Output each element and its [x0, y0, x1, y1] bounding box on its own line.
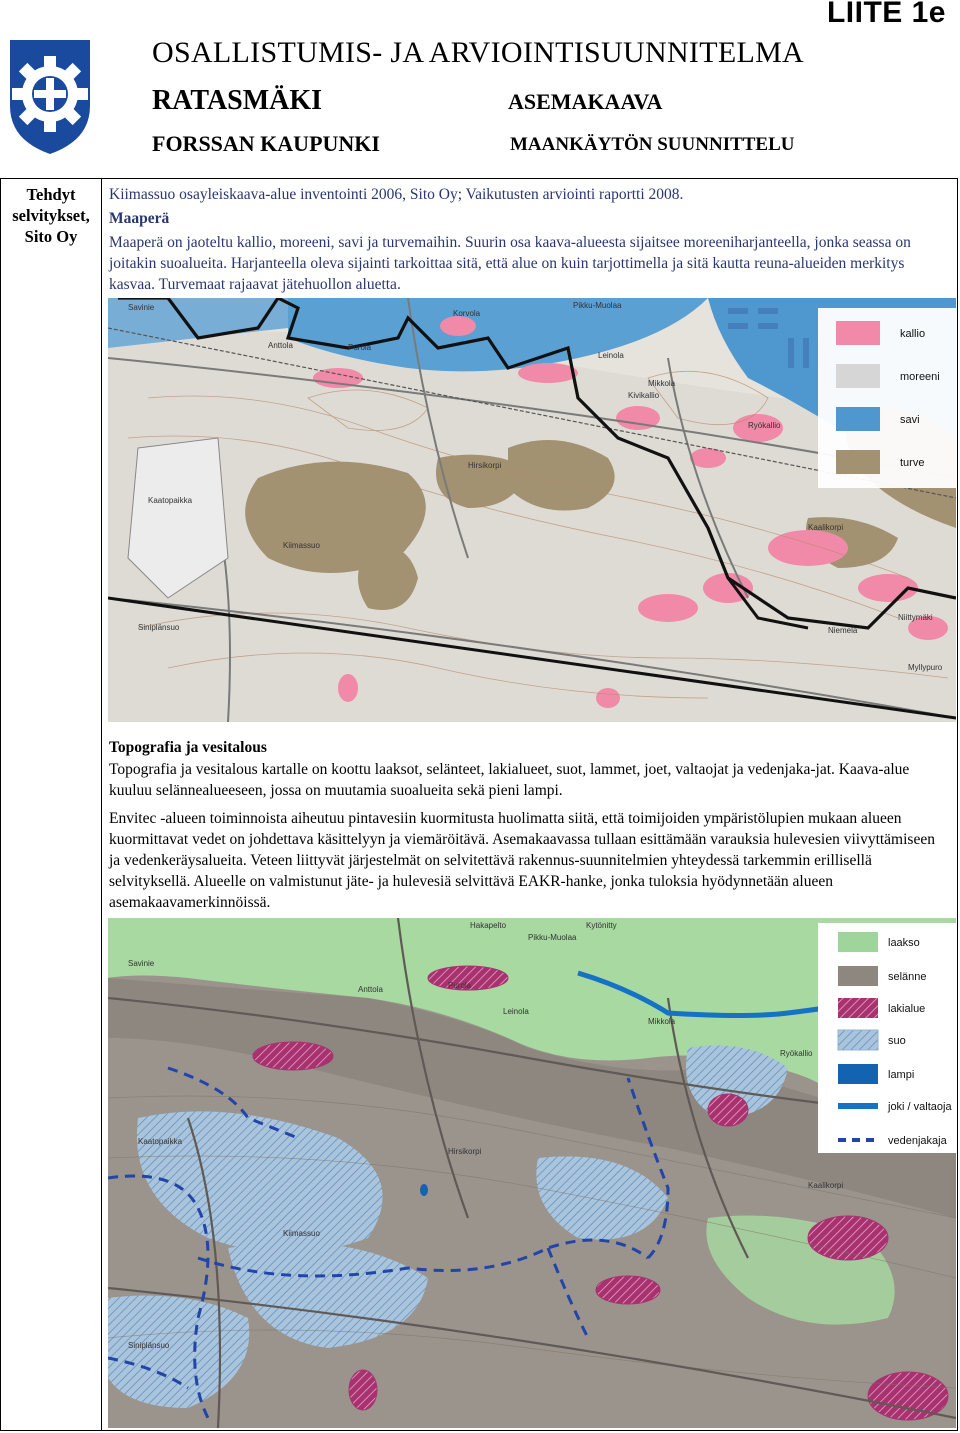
svg-text:Kaatopaikka: Kaatopaikka: [148, 496, 193, 505]
legend-moreeni: moreeni: [900, 371, 940, 383]
svg-text:Myllypuro: Myllypuro: [908, 663, 943, 672]
legend-vedenjakaja: vedenjakaja: [888, 1135, 947, 1147]
swatch-lakialue: [838, 998, 878, 1018]
topography-map-graphic: [108, 918, 956, 1428]
document-title: OSALLISTUMIS- JA ARVIOINTISUUNNITELMA: [152, 36, 805, 69]
svg-text:Siniplänsuo: Siniplänsuo: [138, 623, 180, 632]
svg-text:Kaatopaikka: Kaatopaikka: [138, 1137, 183, 1146]
project-name: RATASMÄKI: [152, 85, 323, 116]
forssa-coat-of-arms-icon: [6, 36, 94, 156]
svg-text:Pikku-Muolaa: Pikku-Muolaa: [573, 301, 622, 310]
legend-joki: joki / valtaoja: [888, 1101, 952, 1113]
side-label-line2: selvitykset,: [12, 206, 90, 225]
topography-heading: [109, 737, 945, 758]
legend-selanne: selänne: [888, 971, 927, 983]
source-reference: Kiimassuo osayleiskaava-alue inventointi 2006, Sito Oy; Vaikutusten arviointi raportti 2008.: [109, 186, 684, 203]
swatch-kallio: [836, 321, 880, 345]
plan-type: ASEMAKAAVA: [508, 89, 663, 114]
soil-paragraph: Maaperä on jaoteltu kallio, moreeni, savi ja turvemaihin. Suurin osa kaava-alueesta sijaitsee moreeniharjanteella, jonka seassa on joitakin suoalueita. Harjanteella oleva sijainti tarkoittaa sitä, että alue on kuin tarjottimella ja sitä kautta reuna-alueiden merkitys kasvaa. Turvemaat rajaavat jätehuollon aluetta.: [109, 234, 911, 293]
svg-text:Korvola: Korvola: [453, 309, 481, 318]
side-label: [4, 184, 98, 247]
svg-text:Kaalikorpi: Kaalikorpi: [808, 1181, 844, 1190]
svg-text:Leinola: Leinola: [503, 1007, 529, 1016]
topography-paragraph-2: Envitec -alueen toiminnoista aiheutuu pintavesiin kuormitusta huolimatta siitä, että toimijoiden ympäristölupien mukaan alueen kuormittavat vedet on johdettava käsittelyyn ja viemäröitävä. Asemakaavassa tullaan esittämään varauksia hulevesien viivyttämiseen ja vedenkeräysalueita. Veteen liittyvät järjestelmät on selvitettävä rakennus-suunnitelmien yhteydessä tarkemmin erillisellä selvityksellä. Alueelle on valmistunut jäte- ja hulevesiä selvittävä EAKR-hanke, jonka tuloksia hyödynnetään alueen asemakaavamerkinnöissä.: [109, 810, 935, 911]
svg-text:Mikkola: Mikkola: [648, 379, 676, 388]
legend-lakialue: lakialue: [888, 1003, 926, 1015]
svg-text:Savinie: Savinie: [128, 303, 155, 312]
legend-suo: suo: [888, 1035, 906, 1047]
swatch-lampi: [838, 1064, 878, 1084]
swatch-moreeni: [836, 364, 880, 388]
soil-map: [108, 298, 956, 722]
soil-map-graphic: [108, 298, 956, 722]
side-label-line3: Sito Oy: [24, 227, 78, 246]
swatch-selänne: [838, 966, 878, 986]
soil-heading: [109, 208, 945, 229]
legend-kallio: kallio: [900, 328, 926, 340]
svg-text:Ryökallio: Ryökallio: [780, 1049, 813, 1058]
svg-text:Leinola: Leinola: [598, 351, 624, 360]
department-name: MAANKÄYTÖN SUUNNITTELU: [510, 134, 795, 155]
svg-text:Hirsikorpi: Hirsikorpi: [468, 461, 502, 470]
legend-turve: turve: [900, 457, 925, 469]
svg-text:Siniplänsuo: Siniplänsuo: [128, 1341, 170, 1350]
swatch-joki-valtaoja: [838, 1103, 878, 1109]
swatch-laakso: [838, 932, 878, 952]
annex-label: LIITE 1e: [826, 0, 946, 29]
svg-text:Kaalikorpi: Kaalikorpi: [808, 523, 844, 532]
svg-text:Anttola: Anttola: [358, 985, 383, 994]
topography-paragraph-1: Topografia ja vesitalous kartalle on koottu laaksot, selänteet, lakialueet, suot, lammet, joet, valtaojat ja vedenjaka-jat. Kaava-alue kuuluu selännealueeseen, jossa on muutamia suoalueita sekä pieni lampi.: [109, 761, 910, 799]
legend-lampi: lampi: [888, 1069, 915, 1081]
swatch-suo: [838, 1030, 878, 1050]
svg-text:Pikku-Muolaa: Pikku-Muolaa: [528, 933, 577, 942]
svg-text:Anttola: Anttola: [268, 341, 293, 350]
column-divider: [101, 178, 102, 1431]
svg-text:Kiimassuo: Kiimassuo: [283, 541, 320, 550]
svg-text:Purola: Purola: [448, 981, 472, 990]
legend-savi: savi: [900, 414, 920, 426]
swatch-savi: [836, 407, 880, 431]
side-label-line1: Tehdyt: [26, 185, 76, 204]
legend-laakso: laakso: [888, 937, 920, 949]
svg-text:Hirsikorpi: Hirsikorpi: [448, 1147, 482, 1156]
svg-text:Niittymäki: Niittymäki: [898, 613, 933, 622]
svg-text:Kiimassuo: Kiimassuo: [283, 1229, 320, 1238]
soil-heading-text: Maaperä: [109, 210, 170, 227]
svg-text:Savinie: Savinie: [128, 959, 155, 968]
topography-heading-text: Topografia ja vesitalous: [109, 739, 267, 756]
svg-text:Purola: Purola: [348, 343, 372, 352]
swatch-turve: [836, 450, 880, 474]
svg-text:Kivikallio: Kivikallio: [628, 391, 660, 400]
city-name: FORSSAN KAUPUNKI: [152, 131, 380, 156]
svg-text:Kytönitty: Kytönitty: [586, 921, 617, 930]
svg-text:Ryökallio: Ryökallio: [748, 421, 781, 430]
topography-map: [108, 918, 956, 1428]
svg-text:Niemelä: Niemelä: [828, 626, 858, 635]
svg-text:Mikkola: Mikkola: [648, 1017, 676, 1026]
svg-text:Hakapelto: Hakapelto: [470, 921, 507, 930]
